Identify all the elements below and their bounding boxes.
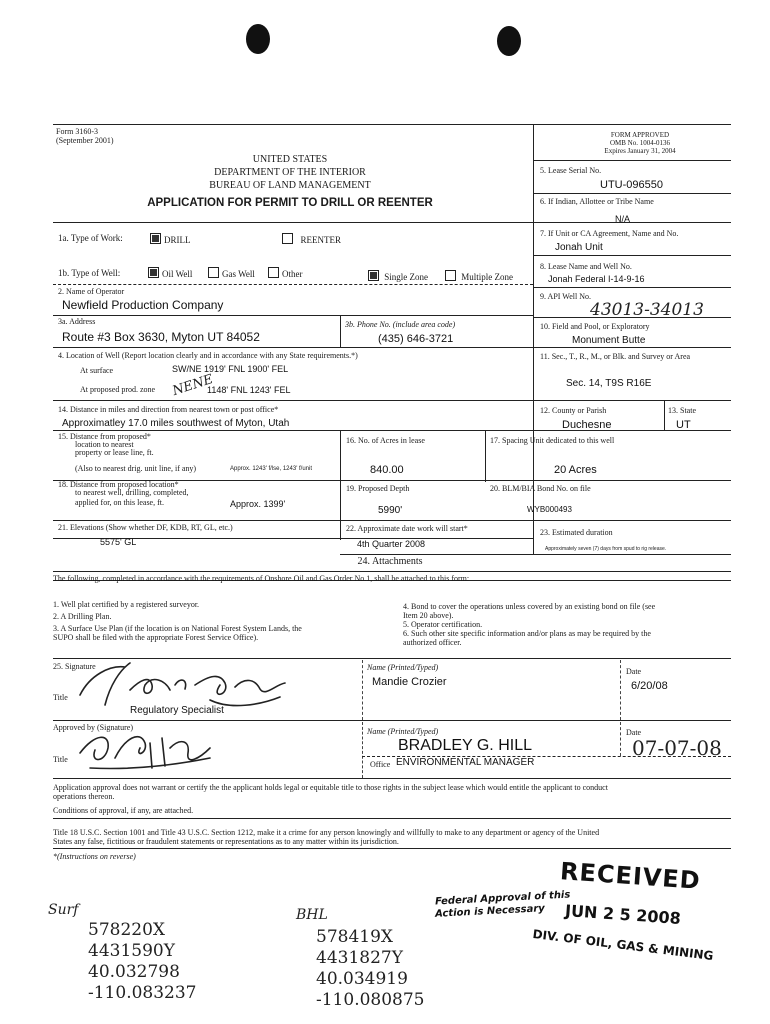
applicant-title: Regulatory Specialist bbox=[130, 705, 224, 716]
approver-date: 07-07-08 bbox=[632, 736, 722, 760]
field-13-label: 13. State bbox=[668, 406, 696, 415]
approver-date-label: Date bbox=[626, 728, 642, 737]
attachment-item: 2. A Drilling Plan. bbox=[53, 612, 112, 621]
surf-coordinate-line: -110.083237 bbox=[88, 983, 197, 1003]
field-10-value: Monument Butte bbox=[572, 335, 646, 346]
punch-hole-right bbox=[497, 26, 521, 56]
other-option: Other bbox=[268, 267, 303, 279]
field-18-label-3: applied for, on this lease, ft. bbox=[75, 498, 164, 507]
attachment-item: SUPO shall be filed with the appropriate Forest Service Office). bbox=[53, 633, 259, 642]
applicant-date: 6/20/08 bbox=[631, 680, 668, 692]
agency-line-2: DEPARTMENT OF THE INTERIOR bbox=[214, 167, 366, 178]
multiple-zone-option: Multiple Zone bbox=[445, 270, 513, 282]
prod-zone-value: 1148' FNL 1243' FEL bbox=[207, 385, 291, 395]
approver-signature bbox=[70, 718, 230, 778]
field-22-value: 4th Quarter 2008 bbox=[357, 539, 426, 549]
field-3a-label: 3a. Address bbox=[58, 317, 96, 326]
approver-name-label: Name (Printed/Typed) bbox=[367, 727, 439, 736]
gas-well-option: Gas Well bbox=[208, 267, 255, 279]
attachments-left bbox=[53, 600, 383, 642]
division-name: DIV. OF OIL, GAS & MINING bbox=[531, 926, 715, 964]
reenter-checkbox[interactable] bbox=[282, 233, 293, 244]
field-15-value: Approx. 1243' f/lse, 1243' f/unit bbox=[230, 466, 313, 472]
field-11-label: 11. Sec., T., R., M., or Blk. and Survey or Area bbox=[540, 352, 691, 361]
federal-approval-line-2: Action is Necessary bbox=[434, 903, 546, 920]
field-4-label: 4. Location of Well (Report location clearly and in accordance with any State requirements.*) bbox=[58, 351, 358, 360]
oil-well-checkbox[interactable] bbox=[148, 267, 159, 278]
punch-hole-left bbox=[246, 24, 270, 54]
form-title: APPLICATION FOR PERMIT TO DRILL OR REENTER bbox=[147, 197, 433, 209]
field-9-label: 9. API Well No. bbox=[540, 292, 591, 301]
surface-label: At surface bbox=[80, 366, 114, 375]
usc-line-2: States any false, fictitious or fraudulent statements or representations as to any matter within its jurisdiction. bbox=[53, 837, 399, 846]
field-15-label-3: property or lease line, ft. bbox=[75, 448, 154, 457]
federal-approval-line-1: Federal Approval of this bbox=[434, 889, 571, 908]
agency-line-3: BUREAU OF LAND MANAGEMENT bbox=[209, 180, 371, 191]
field-19-label: 19. Proposed Depth bbox=[346, 484, 410, 493]
attachment-item: 3. A Surface Use Plan (if the location is on National Forest System Lands, the bbox=[53, 624, 302, 633]
attachment-item: Item 20 above). bbox=[403, 611, 454, 620]
field-3b-value: (435) 646-3721 bbox=[378, 333, 454, 345]
field-20-label: 20. BLM/BIA Bond No. on file bbox=[490, 484, 591, 493]
field-1a-label: 1a. Type of Work: bbox=[58, 233, 123, 243]
field-17-label: 17. Spacing Unit dedicated to this well bbox=[490, 436, 615, 445]
field-20-value: WYB000493 bbox=[527, 505, 572, 514]
date-label: Date bbox=[626, 667, 642, 676]
omb-number: OMB No. 1004-0136 bbox=[609, 139, 671, 147]
field-7-label: 7. If Unit or CA Agreement, Name and No. bbox=[540, 229, 679, 238]
field-5-label: 5. Lease Serial No. bbox=[540, 166, 602, 175]
bhl-coordinate-line: 40.034919 bbox=[316, 969, 408, 989]
gas-well-checkbox[interactable] bbox=[208, 267, 219, 278]
signature-label: 25. Signature bbox=[53, 662, 96, 671]
office-value: ENVIRONMENTAL MANAGER bbox=[396, 757, 535, 768]
name-printed-label: Name (Printed/Typed) bbox=[367, 663, 439, 672]
oil-well-option: Oil Well bbox=[148, 267, 192, 279]
form-approved: FORM APPROVED bbox=[610, 131, 670, 139]
attachment-item: 6. Such other site specific information and/or plans as may be required by the bbox=[403, 629, 651, 638]
field-5-value: UTU-096550 bbox=[600, 179, 663, 191]
field-12-label: 12. County or Parish bbox=[540, 406, 607, 415]
attachments-heading: 24. Attachments bbox=[357, 556, 423, 567]
disclaimer-line-2: operations thereon. bbox=[53, 792, 115, 801]
field-10-label: 10. Field and Pool, or Exploratory bbox=[540, 322, 650, 331]
attachment-item: authorized officer. bbox=[403, 638, 462, 647]
form-date: (September 2001) bbox=[56, 136, 114, 145]
field-7-value: Jonah Unit bbox=[555, 242, 603, 253]
attachment-item: 5. Operator certification. bbox=[403, 620, 483, 629]
attachments-intro: The following, completed in accordance with the requirements of Onshore Oil and Gas Order No.1, shall be attached to this form: bbox=[53, 574, 470, 583]
title-label: Title bbox=[53, 693, 68, 702]
disclaimer-line-1: Application approval does not warrant or certify the the applicant holds legal or equitable title to those rights in the subject lease which would entitle the applicant to conduct bbox=[53, 783, 608, 792]
field-17-value: 20 Acres bbox=[554, 464, 597, 476]
expires-date: Expires January 31, 2004 bbox=[604, 147, 676, 155]
field-12-value: Duchesne bbox=[562, 419, 612, 431]
agency-line-1: UNITED STATES bbox=[252, 154, 328, 165]
prod-zone-label: At proposed prod. zone bbox=[80, 385, 156, 394]
single-zone-option: Single Zone bbox=[368, 270, 428, 282]
usc-line-1: Title 18 U.S.C. Section 1001 and Title 43 U.S.C. Section 1212, make it a crime for any person knowingly and willfully to make to any department or agency of the United bbox=[53, 828, 600, 837]
bhl-coordinate-line: 578419X bbox=[316, 927, 393, 947]
surf-coordinate-line: 4431590Y bbox=[88, 941, 175, 961]
field-1b-label: 1b. Type of Well: bbox=[58, 268, 121, 278]
field-2-label: 2. Name of Operator bbox=[58, 287, 125, 296]
field-19-value: 5990' bbox=[378, 505, 403, 516]
field-15-label-2: location to nearest bbox=[75, 440, 134, 449]
bhl-label: BHL bbox=[296, 907, 328, 923]
conditions-text: Conditions of approval, if any, are attached. bbox=[53, 806, 194, 815]
bhl-coordinate-line: -110.080875 bbox=[316, 990, 425, 1010]
field-21-value: 5575' GL bbox=[100, 537, 137, 547]
field-11-value: Sec. 14, T9S R16E bbox=[566, 378, 652, 389]
received-date: JUN 2 5 2008 bbox=[564, 900, 682, 929]
bhl-coordinates bbox=[316, 927, 425, 1011]
field-13-value: UT bbox=[676, 419, 691, 431]
applicant-name: Mandie Crozier bbox=[372, 676, 447, 688]
reenter-option: REENTER bbox=[282, 233, 341, 245]
field-21-label: 21. Elevations (Show whether DF, KDB, RT, GL, etc.) bbox=[58, 523, 233, 532]
surface-value: SW/NE 1919' FNL 1900' FEL bbox=[172, 364, 289, 374]
field-8-label: 8. Lease Name and Well No. bbox=[540, 262, 632, 271]
field-18-label-1: 18. Distance from proposed location* bbox=[58, 480, 179, 489]
field-3a-value: Route #3 Box 3630, Myton UT 84052 bbox=[62, 330, 260, 344]
field-15-label-4: (Also to nearest drig. unit line, if any) bbox=[75, 464, 197, 473]
field-22-label: 22. Approximate date work will start* bbox=[346, 524, 468, 533]
surf-coordinate-line: 40.032798 bbox=[88, 962, 180, 982]
field-23-value: Approximately seven (7) days from spud to rig release. bbox=[545, 546, 667, 552]
field-3b-label: 3b. Phone No. (include area code) bbox=[345, 320, 456, 329]
bhl-coordinate-line: 4431827Y bbox=[316, 948, 403, 968]
attachment-item: 4. Bond to cover the operations unless covered by an existing bond on file (see bbox=[403, 602, 656, 611]
received-stamp: RECEIVED bbox=[559, 857, 702, 895]
attachments-right bbox=[403, 602, 731, 647]
field-9-value: 43013-34013 bbox=[590, 300, 704, 320]
form-number: Form 3160-3 bbox=[56, 127, 98, 136]
surf-coordinates bbox=[88, 920, 197, 1004]
field-6-value: N/A bbox=[615, 214, 631, 224]
drill-option: DRILL bbox=[150, 233, 191, 245]
field-23-label: 23. Estimated duration bbox=[540, 528, 613, 537]
approved-by-label: Approved by (Signature) bbox=[53, 723, 133, 732]
approver-title-label: Title bbox=[53, 755, 68, 764]
surf-label: Surf bbox=[48, 902, 79, 918]
office-label: Office bbox=[370, 760, 391, 769]
field-16-value: 840.00 bbox=[370, 464, 404, 476]
multiple-zone-checkbox[interactable] bbox=[445, 270, 456, 281]
approver-name: BRADLEY G. HILL bbox=[398, 737, 532, 754]
prod-zone-handwritten: NENE bbox=[170, 371, 216, 400]
other-checkbox[interactable] bbox=[268, 267, 279, 278]
field-8-value: Jonah Federal I-14-9-16 bbox=[548, 274, 645, 284]
drill-checkbox[interactable] bbox=[150, 233, 161, 244]
field-18-label-2: to nearest well, drilling, completed, bbox=[75, 488, 189, 497]
attachment-item: 1. Well plat certified by a registered surveyor. bbox=[53, 600, 200, 609]
field-14-label: 14. Distance in miles and direction from nearest town or post office* bbox=[58, 405, 279, 414]
surf-coordinate-line: 578220X bbox=[88, 920, 165, 940]
field-14-value: Approximatley 17.0 miles southwest of Myton, Utah bbox=[62, 418, 290, 429]
field-16-label: 16. No. of Acres in lease bbox=[346, 436, 425, 445]
field-6-label: 6. If Indian, Allottee or Tribe Name bbox=[540, 197, 654, 206]
instructions-note: *(Instructions on reverse) bbox=[53, 852, 136, 861]
single-zone-checkbox[interactable] bbox=[368, 270, 379, 281]
field-2-value: Newfield Production Company bbox=[62, 298, 224, 312]
field-15-label-1: 15. Distance from proposed* bbox=[58, 432, 151, 441]
field-18-value: Approx. 1399' bbox=[230, 499, 286, 509]
